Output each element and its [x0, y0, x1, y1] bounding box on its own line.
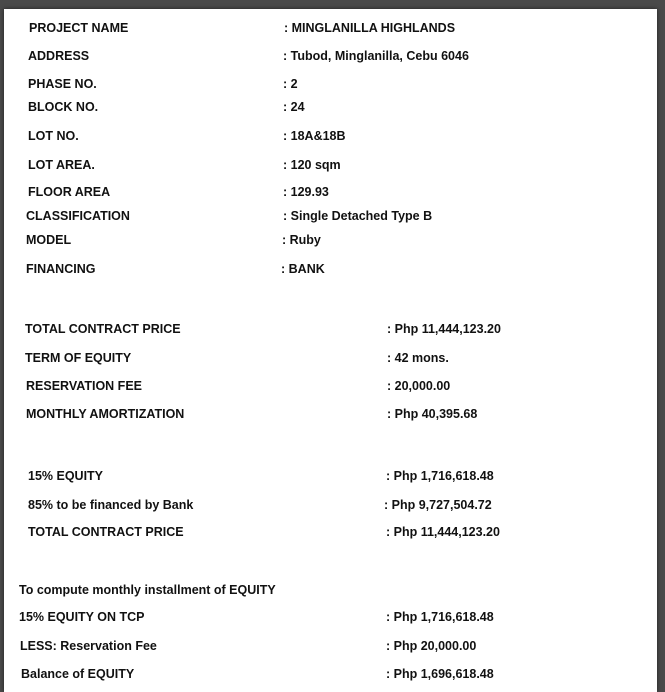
model-label: MODEL	[26, 233, 72, 247]
less-reservation-row	[4, 637, 657, 655]
address-value: : Tubod, Minglanilla, Cebu 6046	[283, 49, 469, 63]
phase-row	[4, 75, 657, 93]
floor-area-row	[4, 183, 657, 201]
classification-label: CLASSIFICATION	[26, 209, 130, 223]
tcp-total-label: TOTAL CONTRACT PRICE	[28, 525, 184, 539]
lot-area-value: : 120 sqm	[283, 158, 341, 172]
document-page	[4, 9, 657, 692]
project-name-value: : MINGLANILLA HIGHLANDS	[284, 21, 456, 35]
floor-area-value: : 129.93	[283, 185, 329, 199]
project-name-label: PROJECT NAME	[29, 21, 129, 35]
less-reservation-value: : Php 20,000.00	[386, 639, 477, 653]
financing-value: : BANK	[281, 262, 325, 276]
address-label: ADDRESS	[28, 49, 90, 63]
tcp-row	[4, 320, 657, 338]
project-name-row	[4, 19, 657, 37]
lot-no-value: : 18A&18B	[283, 129, 346, 143]
phase-label: PHASE NO.	[28, 77, 97, 91]
equity-15-label: 15% EQUITY	[28, 469, 104, 483]
monthly-amortization-label: MONTHLY AMORTIZATION	[26, 407, 185, 421]
tcp-total-row	[4, 523, 657, 541]
reservation-fee-row	[4, 377, 657, 395]
tcp-total-value: : Php 11,444,123.20	[386, 525, 500, 539]
lot-area-label: LOT AREA.	[28, 158, 95, 172]
less-reservation-label: LESS: Reservation Fee	[20, 639, 157, 653]
bank-financed-value: : Php 9,727,504.72	[384, 498, 492, 512]
equity-on-tcp-value: : Php 1,716,618.48	[386, 610, 494, 624]
classification-value: : Single Detached Type B	[283, 209, 433, 223]
floor-area-label: FLOOR AREA	[28, 185, 111, 199]
reservation-fee-label: RESERVATION FEE	[26, 379, 142, 393]
balance-equity-label: Balance of EQUITY	[21, 667, 135, 681]
address-row	[4, 47, 657, 65]
bank-financed-row	[4, 496, 657, 514]
model-row	[4, 231, 657, 249]
monthly-amortization-row	[4, 405, 657, 423]
equity-on-tcp-row	[4, 608, 657, 626]
lot-no-label: LOT NO.	[28, 129, 79, 143]
term-of-equity-label: TERM OF EQUITY	[25, 351, 132, 365]
equity-15-row	[4, 467, 657, 485]
phase-value: : 2	[283, 77, 298, 91]
monthly-amortization-value: : Php 40,395.68	[387, 407, 478, 421]
financing-row	[4, 260, 657, 278]
model-value: : Ruby	[282, 233, 321, 247]
installment-heading: To compute monthly installment of EQUITY	[19, 583, 276, 597]
block-label: BLOCK NO.	[28, 100, 99, 114]
term-of-equity-row	[4, 349, 657, 367]
tcp-label: TOTAL CONTRACT PRICE	[25, 322, 181, 336]
lot-area-row	[4, 156, 657, 174]
balance-equity-row	[4, 665, 657, 683]
term-of-equity-value: : 42 mons.	[387, 351, 449, 365]
block-value: : 24	[283, 100, 305, 114]
balance-equity-value: : Php 1,696,618.48	[386, 667, 494, 681]
bank-financed-label: 85% to be financed by Bank	[28, 498, 194, 512]
block-row	[4, 98, 657, 116]
reservation-fee-value: : 20,000.00	[387, 379, 451, 393]
equity-15-value: : Php 1,716,618.48	[386, 469, 494, 483]
lot-no-row	[4, 127, 657, 145]
classification-row	[4, 207, 657, 225]
equity-on-tcp-label: 15% EQUITY ON TCP	[19, 610, 145, 624]
financing-label: FINANCING	[26, 262, 96, 276]
tcp-value: : Php 11,444,123.20	[387, 322, 501, 336]
